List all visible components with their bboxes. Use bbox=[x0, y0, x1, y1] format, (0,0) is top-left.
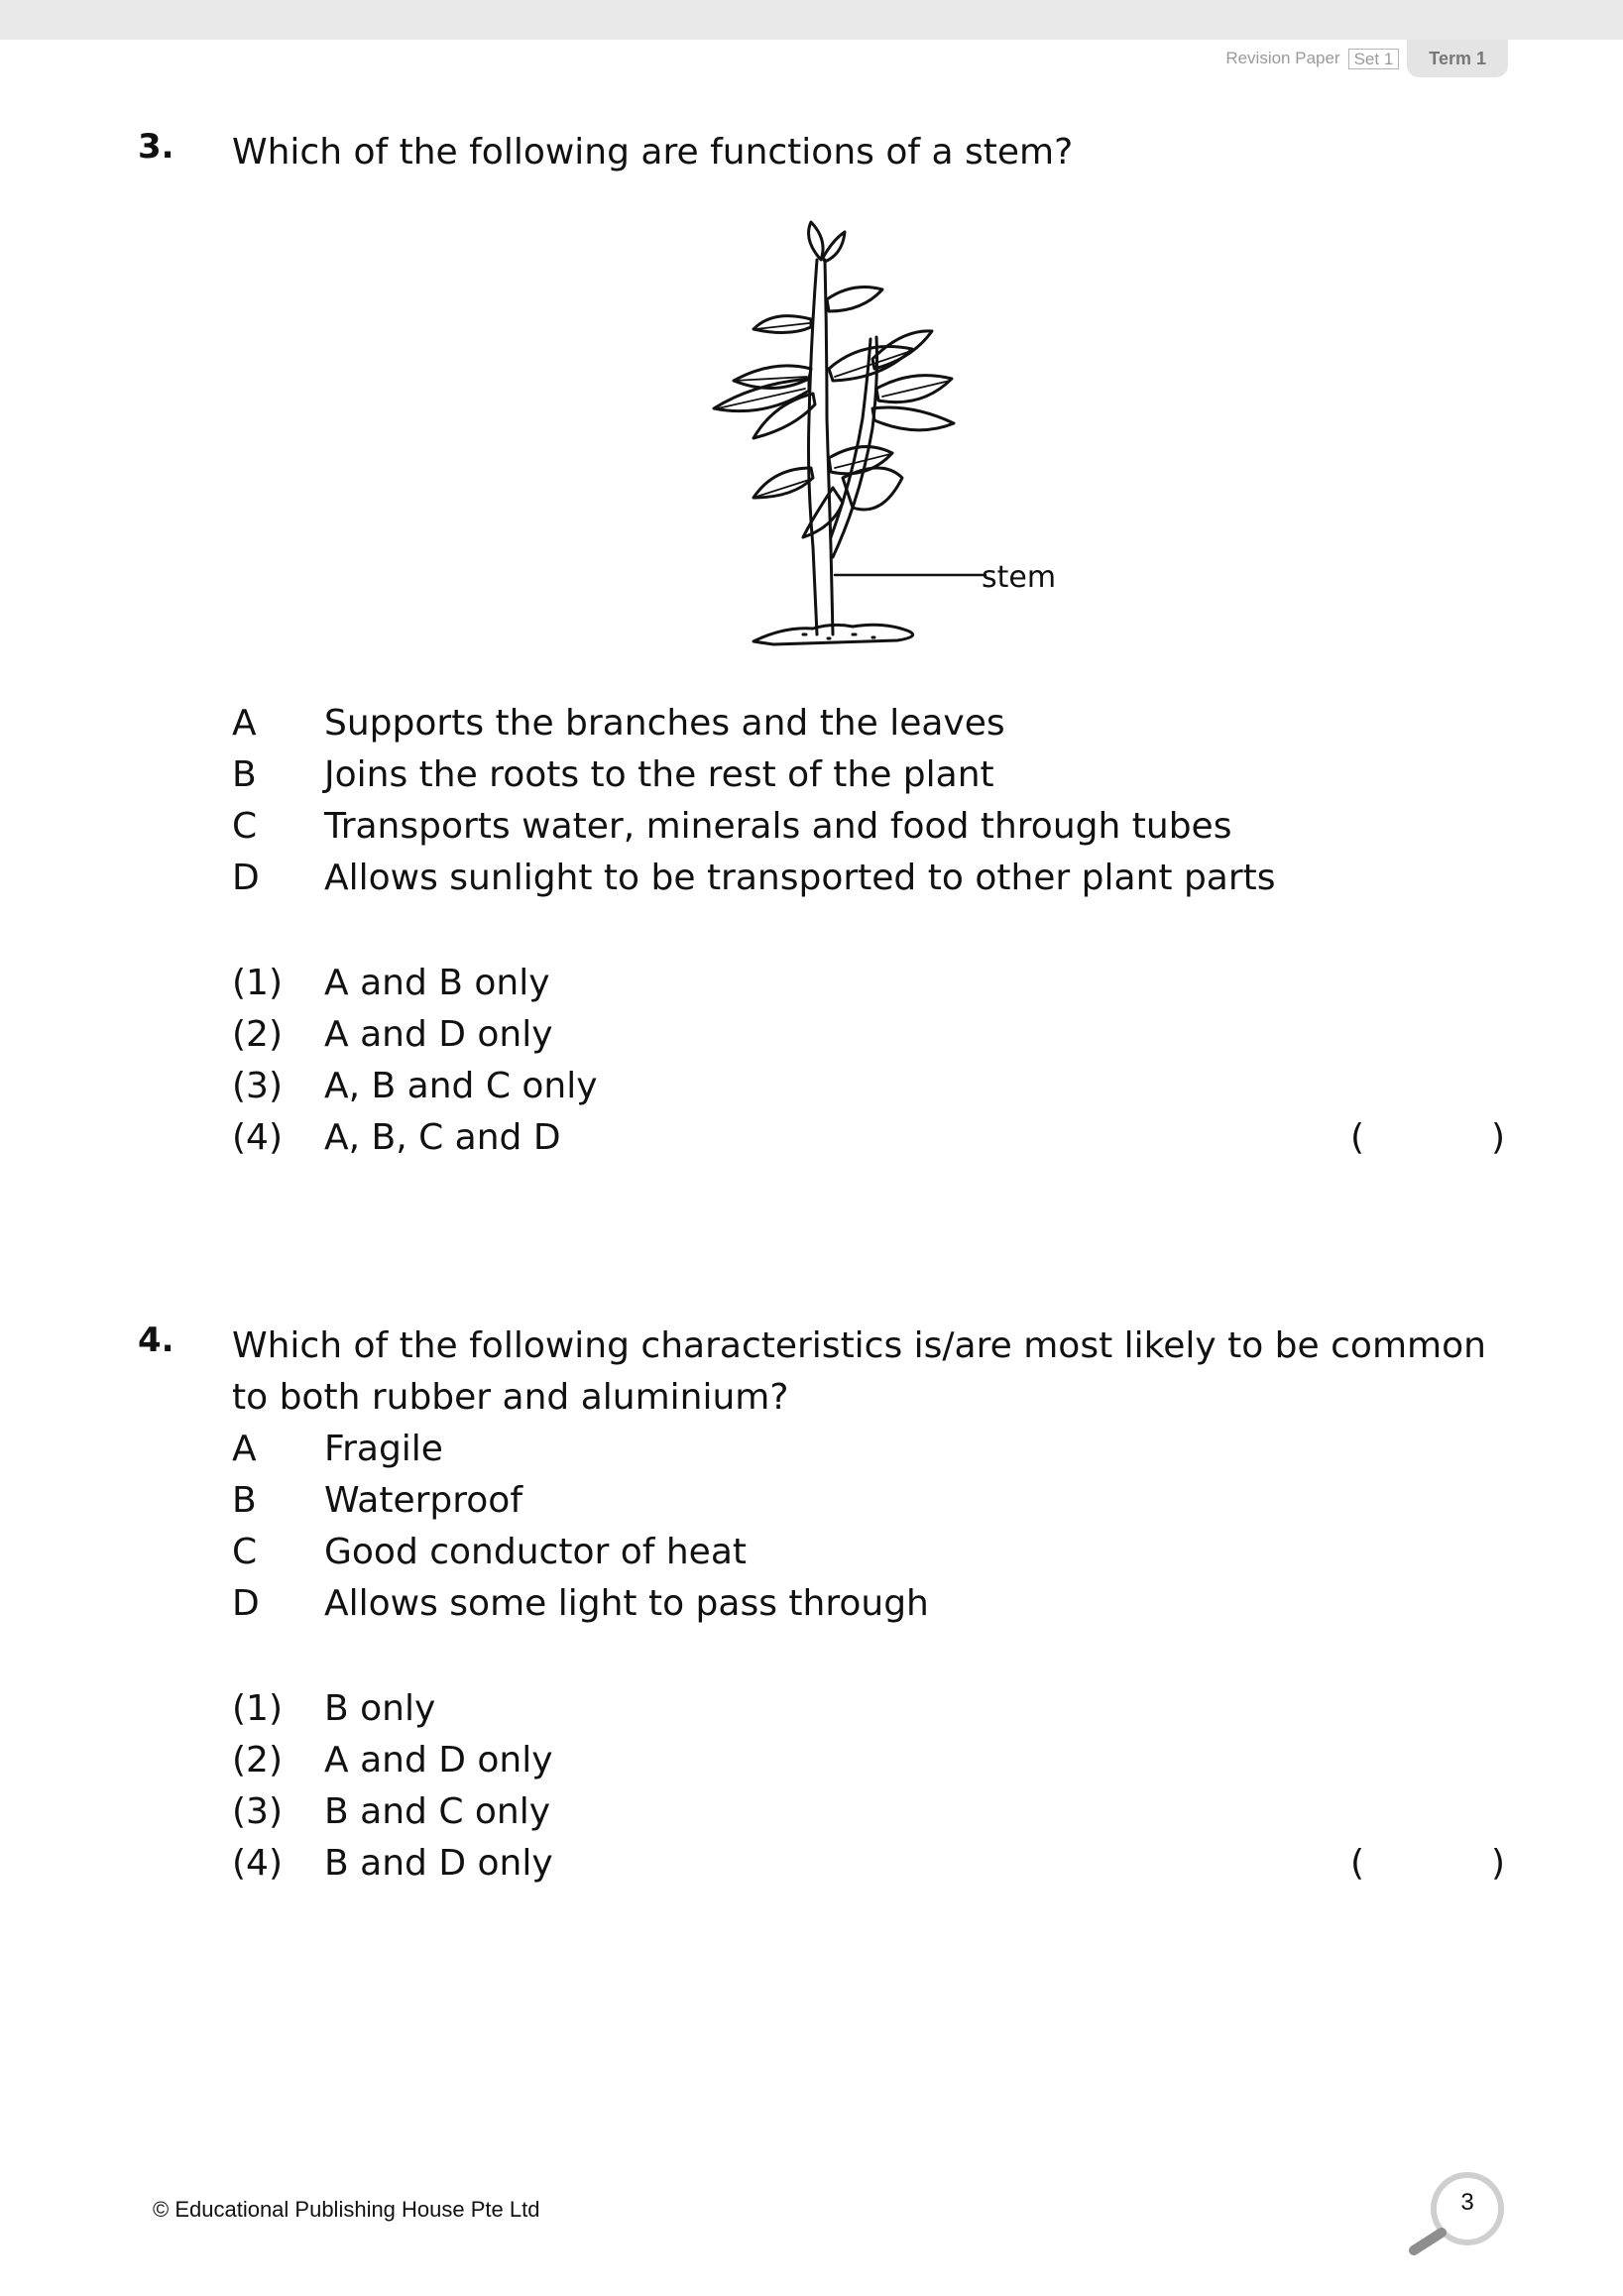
option-number: (3) bbox=[232, 1066, 283, 1106]
paper-label: Revision Paper bbox=[1225, 49, 1340, 67]
statement-text: Allows some light to pass through bbox=[324, 1583, 929, 1624]
statement-letter: A bbox=[232, 1429, 257, 1469]
option-text: B and D only bbox=[324, 1843, 553, 1884]
option-text: B only bbox=[324, 1688, 436, 1729]
question-4-text: Which of the following characteristics is/are most likely to be common to both rubber and aluminium? bbox=[232, 1325, 1486, 1418]
option-number: (4) bbox=[232, 1843, 283, 1884]
statement-text: Fragile bbox=[324, 1429, 443, 1469]
statement-letter: D bbox=[232, 858, 260, 898]
option-number: (2) bbox=[232, 1740, 283, 1780]
q3-answer-bracket-close: ) bbox=[1491, 1117, 1506, 1158]
statement-letter: C bbox=[232, 1532, 258, 1572]
statement-letter: A bbox=[232, 703, 257, 744]
statement-text: Transports water, minerals and food through tubes bbox=[324, 806, 1232, 847]
q4-answer-bracket-close: ) bbox=[1491, 1843, 1506, 1884]
statement-letter: B bbox=[232, 1480, 257, 1521]
q3-answer-bracket-open: ( bbox=[1350, 1117, 1365, 1158]
option-text: A, B, C and D bbox=[324, 1117, 561, 1158]
statement-text: Allows sunlight to be transported to other plant parts bbox=[324, 858, 1276, 898]
option-number: (1) bbox=[232, 963, 283, 1003]
statement-text: Good conductor of heat bbox=[324, 1532, 748, 1572]
statement-letter: D bbox=[232, 1583, 260, 1624]
option-number: (4) bbox=[232, 1117, 283, 1158]
page-header bbox=[1225, 40, 1508, 77]
statement-text: Supports the branches and the leaves bbox=[324, 703, 1005, 744]
statement-letter: C bbox=[232, 806, 258, 847]
question-3-text: Which of the following are functions of a stem? bbox=[232, 132, 1074, 172]
option-text: A and D only bbox=[324, 1014, 553, 1055]
top-bar bbox=[0, 0, 1623, 40]
option-number: (3) bbox=[232, 1791, 283, 1832]
set-label: Set 1 bbox=[1348, 49, 1400, 69]
stem-label: stem bbox=[982, 560, 1057, 595]
option-text: B and C only bbox=[324, 1791, 551, 1832]
question-3-number: 3. bbox=[138, 127, 174, 167]
question-4-number: 4. bbox=[138, 1320, 174, 1360]
q4-answer-bracket-open: ( bbox=[1350, 1843, 1365, 1884]
option-number: (1) bbox=[232, 1688, 283, 1729]
statement-text: Waterproof bbox=[324, 1480, 523, 1521]
statement-text: Joins the roots to the rest of the plant bbox=[324, 754, 994, 795]
statement-letter: B bbox=[232, 754, 257, 795]
option-text: A and D only bbox=[324, 1740, 553, 1780]
option-number: (2) bbox=[232, 1014, 283, 1055]
copyright-notice: © Educational Publishing House Pte Ltd bbox=[153, 2197, 540, 2222]
term-tab: Term 1 bbox=[1407, 40, 1508, 77]
option-text: A, B and C only bbox=[324, 1066, 598, 1106]
option-text: A and B only bbox=[324, 963, 550, 1003]
page-number: 3 bbox=[1460, 2189, 1474, 2216]
